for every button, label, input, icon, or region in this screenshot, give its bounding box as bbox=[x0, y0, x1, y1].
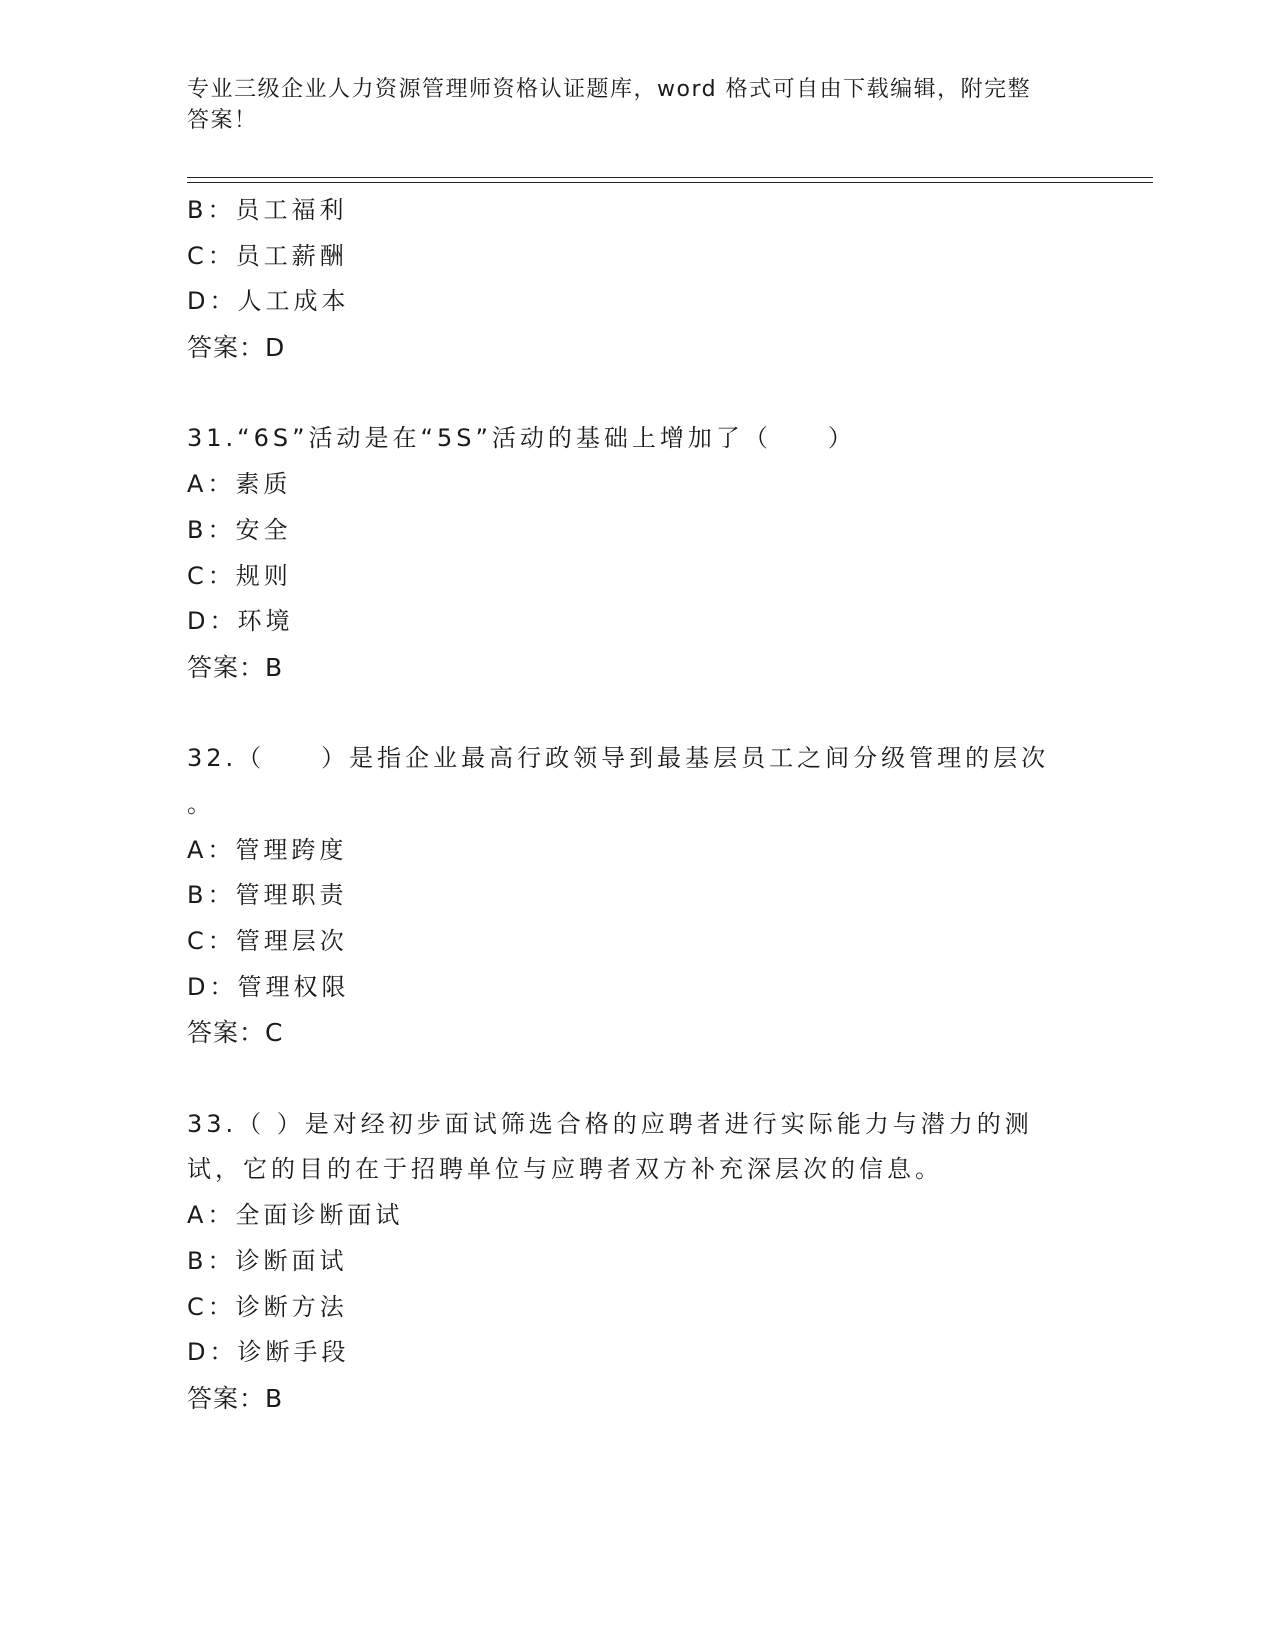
option-d: D：人工成本 bbox=[187, 287, 350, 316]
spacer bbox=[187, 1056, 1087, 1102]
question-block-31 bbox=[187, 416, 1087, 690]
option-c: C：员工薪酬 bbox=[187, 241, 348, 270]
option-a: A：全面诊断面试 bbox=[187, 1201, 404, 1230]
option-b: B：员工福利 bbox=[187, 196, 348, 224]
spacer bbox=[187, 691, 1087, 737]
option-a: A：管理跨度 bbox=[187, 835, 348, 864]
header-line-2: 答案！ bbox=[187, 108, 258, 133]
header-divider-bottom bbox=[187, 182, 1153, 183]
spacer bbox=[187, 371, 1087, 417]
header-divider-top bbox=[187, 177, 1153, 178]
document-header bbox=[187, 74, 1087, 136]
option-c: C：诊断方法 bbox=[187, 1292, 348, 1321]
option-a: A：素质 bbox=[187, 470, 292, 499]
question-block-30 bbox=[187, 188, 1087, 371]
option-c: C：规则 bbox=[187, 561, 292, 590]
option-b: B：安全 bbox=[187, 515, 292, 544]
question-text: 31.“6S”活动是在“5S”活动的基础上增加了（ ） bbox=[187, 424, 856, 453]
question-text-line-2: 。 bbox=[187, 789, 215, 818]
question-text-line-1: 32.（ ）是指企业最高行政领导到最基层员工之间分级管理的层次 bbox=[187, 744, 1050, 773]
question-block-32 bbox=[187, 736, 1087, 1056]
question-text-line-2: 试，它的目的在于招聘单位与应聘者双方补充深层次的信息。 bbox=[187, 1155, 943, 1184]
question-content bbox=[187, 188, 1087, 1422]
answer-line: 答案：C bbox=[187, 1018, 284, 1048]
option-d: D：诊断手段 bbox=[187, 1338, 350, 1367]
option-c: C：管理层次 bbox=[187, 927, 348, 955]
option-d: D：管理权限 bbox=[187, 972, 350, 1001]
answer-line: 答案：B bbox=[187, 1383, 284, 1413]
answer-line: 答案：B bbox=[187, 652, 284, 682]
option-b: B：管理职责 bbox=[187, 881, 348, 910]
header-line-1: 专业三级企业人力资源管理师资格认证题库，word 格式可自由下载编辑，附完整 bbox=[187, 77, 1032, 102]
question-block-33 bbox=[187, 1102, 1087, 1422]
answer-line: 答案：D bbox=[187, 333, 286, 363]
option-b: B：诊断面试 bbox=[187, 1246, 348, 1275]
question-text-line-1: 33.（ ）是对经初步面试筛选合格的应聘者进行实际能力与潜力的测 bbox=[187, 1109, 1033, 1138]
option-d: D：环境 bbox=[187, 607, 294, 636]
